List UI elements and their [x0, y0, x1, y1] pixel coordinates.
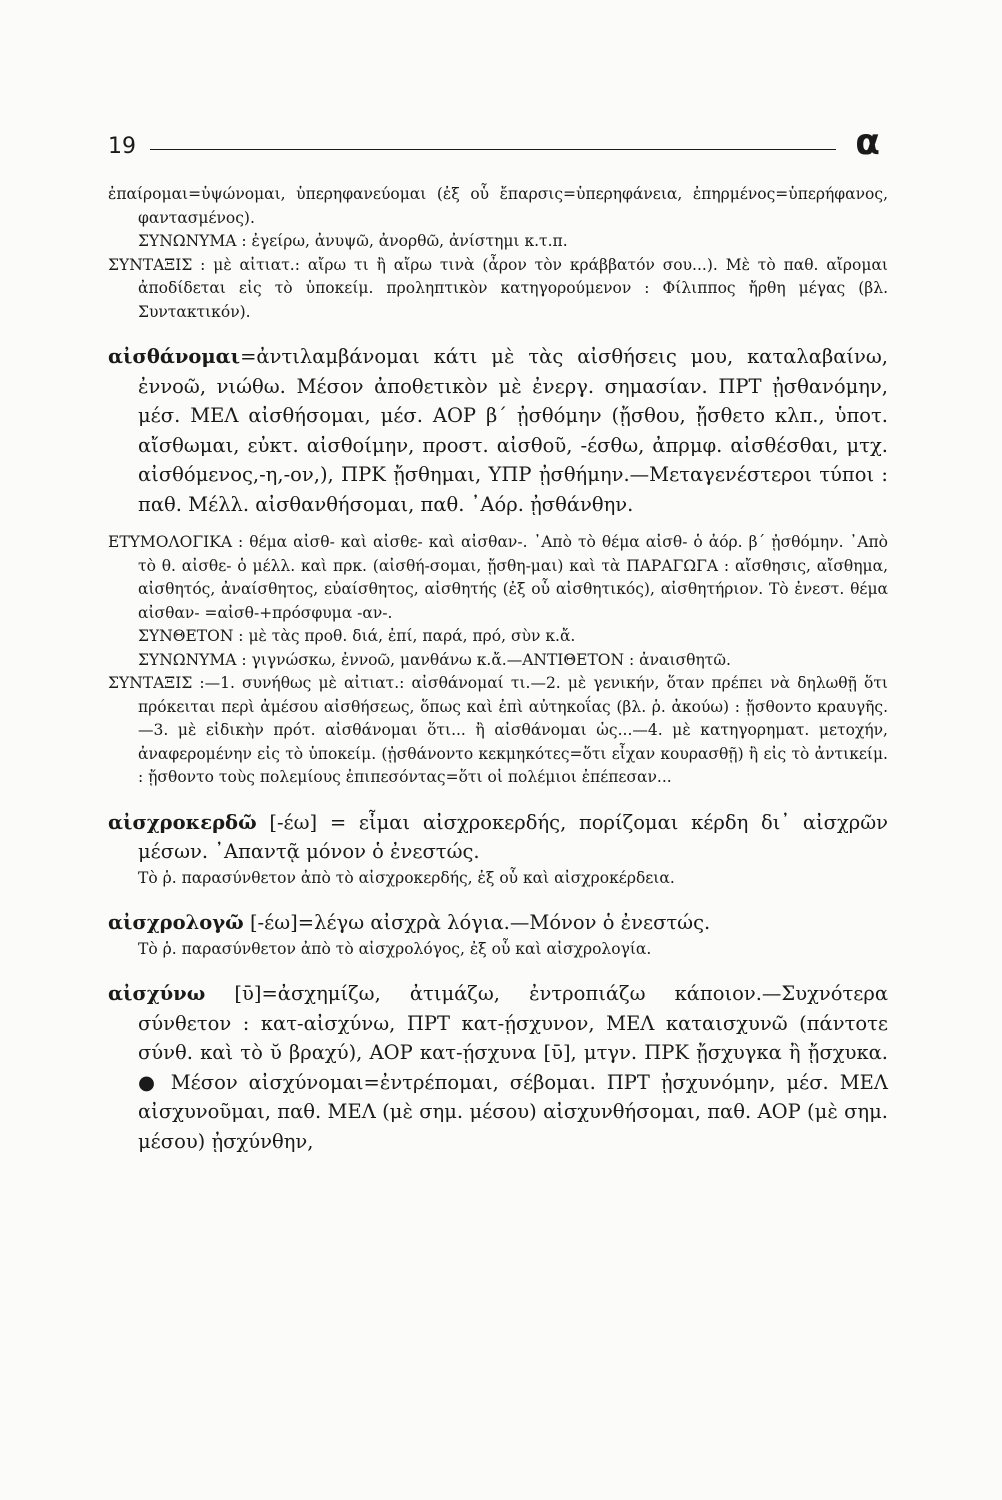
entry-lemma: αἰσχρολογῶ: [108, 911, 244, 934]
dictionary-entry: [108, 808, 888, 891]
entry-note: Τὸ ῥ. παρασύνθετον ἀπὸ τὸ αἰσχρολόγος, ἐξ οὗ καὶ αἰσχρολογία.: [138, 939, 652, 958]
page-content: [108, 183, 888, 1156]
entry-note: ΣΥΝΘΕΤΟΝ : μὲ τὰς προθ. διά, ἐπί, παρά, πρό, σὺν κ.ἄ.: [138, 627, 576, 645]
entry-note: ΣΥΝΤΑΞΙΣ :—1. συνήθως μὲ αἰτιατ.: αἰσθάνομαί τι.—2. μὲ γενικήν, ὅταν πρέπει νὰ δηλωθῇ ὅτι πρόκειται περὶ ἀμέσου αἰσθήσεως, ὅπως καὶ ἐπὶ αὐτηκοΐας (βλ. ῥ. ἀκούω) : ᾔσθοντο κραυγῆς.—3. μὲ εἰδικὴν πρότ. αἰσθάνομαι ὅτι... ἢ αἰσθάνομαι ὡς...—4. μὲ κατηγορηματ. μετοχήν, ἀναφερομένην εἰς τὸ ὑποκείμ. (ᾐσθάνοντο κεκμηκότες=ὅτι εἶχαν κουρασθῇ) ἢ εἰς τὸ ἀντικείμ. : ᾔσθοντο τοὺς πολεμίους ἐπιπεσόντας=ὅτι οἱ πολέμιοι ἐπέπεσαν...: [108, 674, 888, 786]
entry-note: Τὸ ῥ. παρασύνθετον ἀπὸ τὸ αἰσχροκερδής, ἐξ οὗ καὶ αἰσχροκέρδεια.: [138, 868, 675, 887]
entry-definition: [-έω]=λέγω αἰσχρὰ λόγια.—Μόνον ὁ ἐνεστώς.: [249, 911, 711, 934]
entry-lemma: αἰσθάνομαι: [108, 345, 241, 368]
entry-definition: [-έω] = εἶμαι αἰσχροκερδής, πορίζομαι κέρδη δι᾿ αἰσχρῶν μέσων. ᾿Απαντᾷ μόνον ὁ ἐνεστώς.: [138, 810, 888, 863]
entry-main-text: [108, 342, 888, 519]
entry-lemma: αἰσχροκερδῶ: [108, 810, 257, 834]
continued-entry: [108, 183, 888, 324]
entry-main-text: [108, 979, 888, 1156]
entry-definition: =ἀντιλαμβάνομαι κάτι μὲ τὰς αἰσθήσεις μου, καταλαβαίνω, ἐννοῶ, νιώθω. Μέσον ἀποθετικὸν μὲ ἐνεργ. σημασίαν. ΠΡΤ ᾐσθανόμην, μέσ. ΜΕΛ αἰσθήσομαι, μέσ. ΑΟΡ β΄ ᾐσθόμην (ᾔσθου, ᾔσθετο κλπ., ὑποτ. αἴσθωμαι, εὐκτ. αἰσθοίμην, προστ. αἰσθοῦ, -έσθω, ἀπρμφ. αἰσθέσθαι, μτχ. αἰσθόμενος,-η,-ον,), ΠΡΚ ᾔσθημαι, ΥΠΡ ᾐσθήμην.—Μεταγενέστεροι τύποι : παθ. Μέλλ. αἰσθανθήσομαι, παθ. ᾿Αόρ. ᾐσθάνθην.: [138, 345, 888, 516]
dictionary-entry: [108, 342, 888, 790]
entry-note: ΣΥΝΩΝΥΜΑ : γιγνώσκω, ἐννοῶ, μανθάνω κ.ἄ.—ΑΝΤΙΘΕΤΟΝ : ἀναισθητῶ.: [138, 650, 731, 669]
syntax-note: ΣΥΝΤΑΞΙΣ : μὲ αἰτιατ.: αἴρω τι ἢ αἴρω τινὰ (ἆρον τὸν κράββατόν σου...). Μὲ τὸ παθ. αἴρομαι ἀποδίδεται εἰς τὸ ὑποκείμ. προληπτικὸν κατηγορούμενον : Φίλιππος ἤρθη μέγας (βλ. Συντακτικόν).: [108, 255, 888, 321]
header-rule: [150, 149, 836, 150]
page-number: 19: [108, 134, 136, 159]
dictionary-entry: [108, 979, 888, 1156]
page-header: [108, 122, 880, 168]
synonyms-note: ΣΥΝΩΝΥΜΑ : ἐγείρω, ἀνυψῶ, ἀνορθῶ, ἀνίστημι κ.τ.π.: [138, 232, 568, 250]
continued-entry-text: ἐπαίρομαι=ὑψώνομαι, ὑπερηφανεύομαι (ἐξ οὗ ἔπαρσις=ὑπερηφάνεια, ἐπηρμένος=ὑπερήφανος, φαντασμένος).: [108, 185, 888, 227]
entry-definition: [ῡ]=ἀσχημίζω, ἀτιμάζω, ἐντροπιάζω κάποιον.—Συχνότερα σύνθετον : κατ-αἰσχύνω, ΠΡΤ κατ-ῄσχυνον, ΜΕΛ καταισχυνῶ (πάντοτε σύνθ. καὶ τὸ ῠ βραχύ), ΑΟΡ κατ-ῄσχυνα [ῡ], μτγν. ΠΡΚ ᾔσχυγκα ἢ ᾔσχυκα. ● Μέσον αἰσχύνομαι=ἐντρέπομαι, σέβομαι. ΠΡΤ ᾐσχυνόμην, μέσ. ΜΕΛ αἰσχυνοῦμαι, παθ. ΜΕΛ (μὲ σημ. μέσου) αἰσχυνθήσομαι, παθ. ΑΟΡ (μὲ σημ. μέσου) ᾐσχύνθην,: [138, 982, 889, 1153]
entry-note: ΕΤΥΜΟΛΟΓΙΚΑ : θέμα αἰσθ- καὶ αἰσθε- καὶ αἰσθαν-. ᾿Απὸ τὸ θέμα αἰσθ- ὁ ἀόρ. β΄ ᾐσθόμην. ᾿Απὸ τὸ θ. αἰσθε- ὁ μέλλ. καὶ πρκ. (αἰσθή-σομαι, ᾔσθη-μαι) καὶ τὰ ΠΑΡΑΓΩΓΑ : αἴσθησις, αἴσθημα, αἰσθητός, ἀναίσθητος, εὐαίσθητος, αἰσθητής (ἐξ οὗ αἰσθητικός), αἰσθητήριον. Τὸ ἐνεστ. θέμα αἰσθαν- =αἰσθ-+πρόσφυμα -αν-.: [108, 533, 888, 622]
section-letter: α: [855, 122, 880, 163]
entry-main-text: [108, 908, 888, 938]
dictionary-entry: [108, 908, 888, 961]
entry-main-text: [108, 808, 888, 867]
entry-lemma: αἰσχύνω: [108, 982, 206, 1005]
